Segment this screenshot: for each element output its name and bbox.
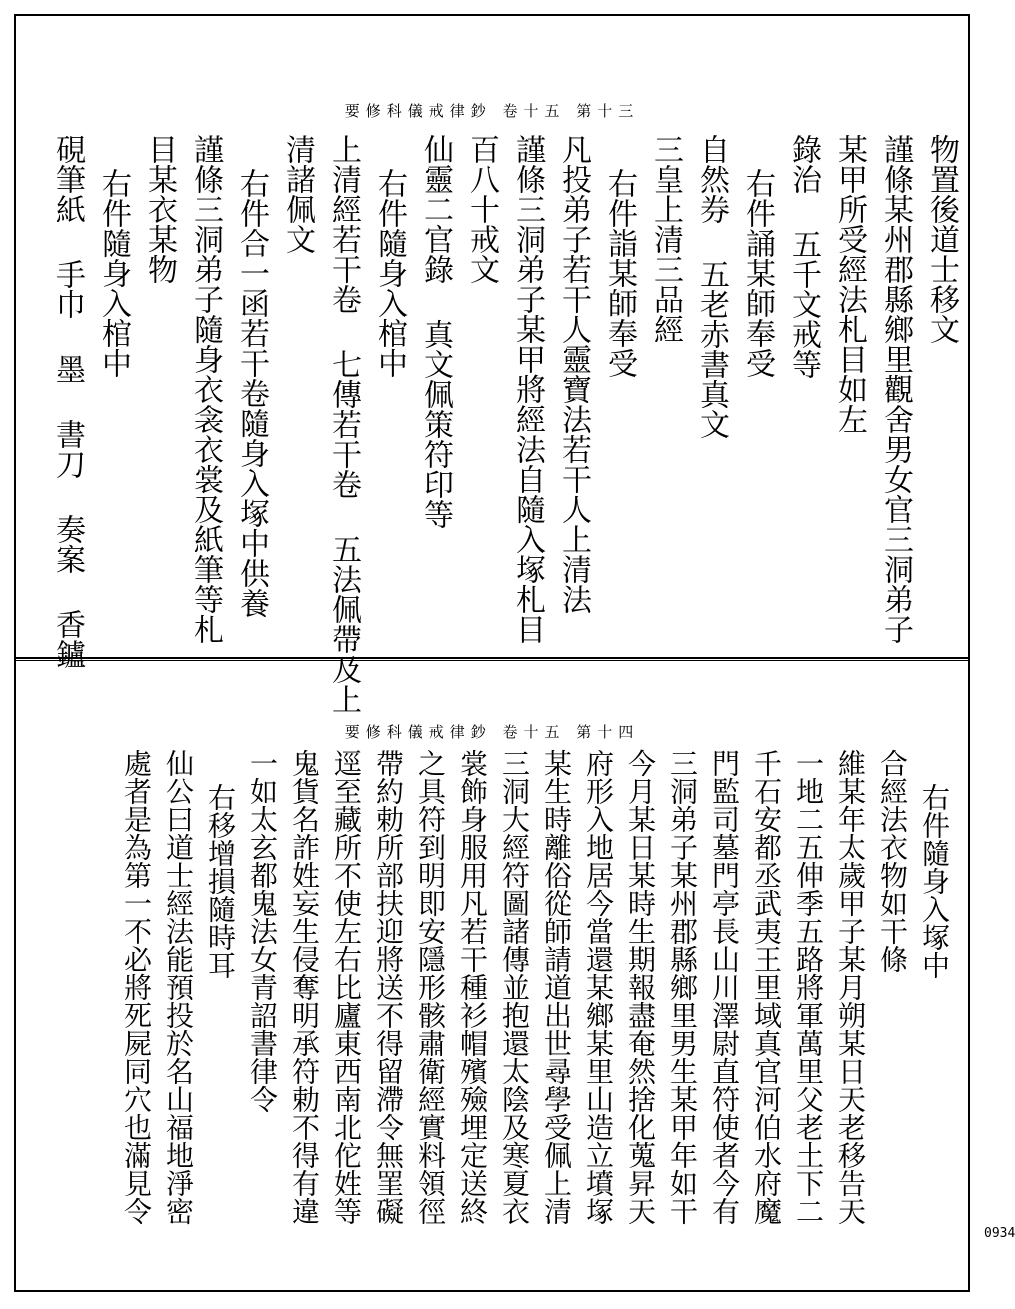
text-column: 右件隨身入棺中 [372,168,407,378]
text-column: 右件合一函若干卷隨身入塚中供養 [234,168,269,618]
text-column: 謹條某州郡縣鄉里觀舍男女官三洞弟子 [878,134,913,644]
text-column: 三皇上清三品經 [648,134,683,344]
text-column: 右件隨身入棺中 [96,168,131,378]
text-column: 右件隨身入塚中 [918,783,951,979]
text-column: 合經法衣物如干條 [876,749,909,973]
text-column: 逕至藏所不使左右比廬東西南北佗姓等 [330,749,363,1225]
text-column: 清諸佩文 [280,134,315,254]
text-column: 某生時離俗從師請道出世尋學受佩上清 [540,749,573,1225]
text-column: 右移增損隨時耳 [204,783,237,979]
text-column: 某甲所受經法札目如左 [832,134,867,434]
text-column: 之具符到明即安隱形骸肅衛經實料領徑 [414,749,447,1225]
text-column: 右件誦某師奉受 [740,168,775,378]
text-column: 今月某日某時生期報盡奄然捨化蒐昇天 [624,749,657,1225]
text-column: 凡投弟子若干人靈寶法若干人上清法 [556,134,591,614]
text-column: 千石安都丞武夷王里域真官河伯水府魔 [750,749,783,1225]
bottom-page-panel [16,661,968,1290]
text-column: 一地二五伸季五路將軍萬里父老土下二 [792,749,825,1225]
text-column: 裳飾身服用凡若干種衫帽殯殮埋定送終 [456,749,489,1225]
text-column: 右件詣某師奉受 [602,168,637,378]
text-column: 帶約勅所部扶迎將送不得留滯令無罣礙 [372,749,405,1225]
text-column: 門監司墓門亭長山川澤尉直符使者今有 [708,749,741,1225]
text-column: 鬼貨名詐姓妄生侵奪明承符勅不得有違 [288,749,321,1225]
bottom-page-header: 要修科儀戒律鈔 卷十五 第十四 [344,723,640,741]
text-column: 三洞弟子某州郡縣鄉里男生某甲年如干 [666,749,699,1225]
text-column: 物置後道士移文 [924,134,959,344]
text-column: 百八十戒文 [464,134,499,284]
text-column: 一如太玄都鬼法女青詔書律令 [246,749,279,1113]
text-column: 仙公曰道士經法能預投於名山福地淨密 [162,749,195,1225]
text-column: 錄治 五千文戒等 [786,134,821,379]
text-column: 府形入地居今當還某鄉某里山造立墳塚 [582,749,615,1225]
top-text-columns [36,134,960,714]
top-page-header: 要修科儀戒律鈔 卷十五 第十三 [344,102,640,120]
top-page-panel [16,16,968,714]
text-column: 上清經若干卷 七傳若干卷 五法佩帶及上 [326,134,361,714]
text-column: 處者是為第一不必將死屍同穴也滿見令 [120,749,153,1225]
text-column: 維某年太歲甲子某月朔某日天老移告天 [834,749,867,1225]
text-column: 目某衣某物 [142,134,177,284]
text-column: 硯筆紙 手巾 墨 書刀 奏案 香鑪 [50,134,85,669]
text-column: 仙靈二官錄 真文佩策符印等 [418,134,453,529]
text-column: 自然券 五老赤書真文 [694,134,729,439]
text-column: 謹條三洞弟子某甲將經法自隨入塚札目 [510,134,545,644]
page-number: 0934 [984,1226,1015,1241]
text-column: 三洞大經符圖諸傳並抱還太陰及寒夏衣 [498,749,531,1225]
text-column: 謹條三洞弟子隨身衣衾衣裳及紙筆等札 [188,134,223,644]
bottom-text-columns [36,749,952,1279]
